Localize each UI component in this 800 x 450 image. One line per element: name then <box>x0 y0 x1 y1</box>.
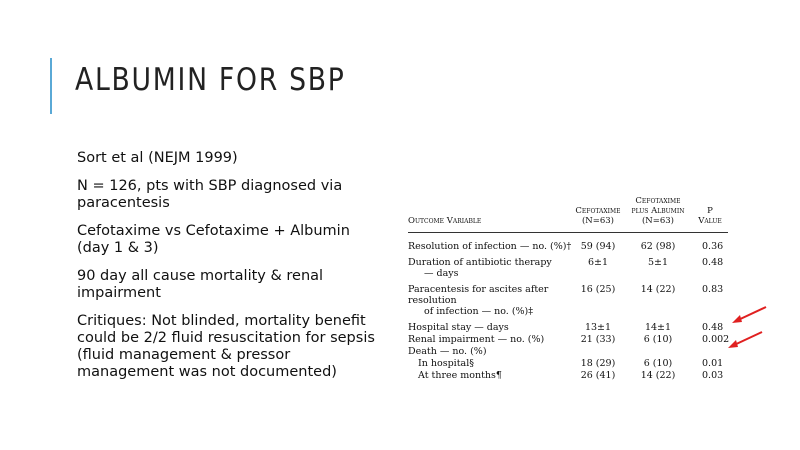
table-row <box>408 346 728 357</box>
row-combo: 6 (10) <box>643 334 673 345</box>
row-cefotaxime: 13±1 <box>584 322 612 333</box>
table-row <box>408 358 728 369</box>
bullet-list <box>77 150 377 392</box>
table-row <box>408 370 728 381</box>
header-p <box>698 206 722 226</box>
header-cefotaxime-label: Cefotaxime <box>575 206 621 216</box>
row-p: 0.002 <box>702 334 730 345</box>
bullet-item: Critiques: Not blinded, mortality benefit could be 2/2 fluid resuscitation for sepsis (fluid management & pressor management was not documented) <box>77 313 375 380</box>
table-header <box>408 192 728 226</box>
row-label: Resolution of infection — no. (%)† <box>408 241 572 252</box>
row-p: 0.83 <box>702 284 724 295</box>
row-combo: 62 (98) <box>640 241 676 252</box>
row-label: Renal impairment — no. (%) <box>408 334 545 345</box>
header-p-line1: P <box>707 206 713 216</box>
header-cefotaxime <box>574 206 622 226</box>
title-accent-bar <box>50 58 52 114</box>
row-label: At three months¶ <box>418 370 502 381</box>
row-label-line1: Duration of antibiotic therapy <box>408 257 552 268</box>
row-label: Death — no. (%) <box>408 346 487 357</box>
row-combo: 6 (10) <box>643 358 673 369</box>
row-p: 0.48 <box>702 322 724 333</box>
row-cefotaxime: 21 (33) <box>580 334 616 345</box>
bullet-item: Cefotaxime vs Cefotaxime + Albumin (day 1 & 3) <box>77 223 350 256</box>
row-label <box>408 284 576 317</box>
row-label-line1: Paracentesis for ascites after resolution <box>408 284 549 306</box>
row-combo: 14±1 <box>644 322 672 333</box>
bullet-item: 90 day all cause mortality & renal impairment <box>77 268 324 301</box>
row-label-line2: — days <box>424 268 459 279</box>
red-arrow-icon <box>728 303 770 327</box>
header-p-line2: Value <box>698 216 722 226</box>
row-cefotaxime: 26 (41) <box>580 370 616 381</box>
table-row <box>408 241 728 252</box>
header-combo-line1: Cefotaxime <box>635 196 681 206</box>
results-table <box>408 192 728 381</box>
header-rule <box>408 232 728 233</box>
bullet-item: Sort et al (NEJM 1999) <box>77 150 238 166</box>
red-arrow-icon <box>724 328 766 352</box>
row-label <box>408 257 576 279</box>
table-row <box>408 322 728 333</box>
table-row <box>408 334 728 345</box>
row-combo: 14 (22) <box>640 284 676 295</box>
slide-title: ALBUMIN FOR SBP <box>75 62 346 98</box>
row-p: 0.01 <box>702 358 724 369</box>
row-cefotaxime: 16 (25) <box>580 284 616 295</box>
row-p: 0.48 <box>702 257 724 268</box>
header-combo-n: (N=63) <box>641 216 674 226</box>
row-p: 0.36 <box>702 241 724 252</box>
row-label: Hospital stay — days <box>408 322 509 333</box>
header-cefotaxime-n: (N=63) <box>581 216 614 226</box>
header-combo <box>628 196 688 226</box>
row-label-line2: of infection — no. (%)‡ <box>424 306 534 317</box>
row-cefotaxime: 18 (29) <box>580 358 616 369</box>
header-combo-line2: plus Albumin <box>631 206 685 216</box>
row-cefotaxime: 6±1 <box>587 257 609 268</box>
row-p: 0.03 <box>702 370 724 381</box>
header-outcome: Outcome Variable <box>408 216 482 226</box>
row-combo: 14 (22) <box>640 370 676 381</box>
row-label: In hospital§ <box>418 358 474 369</box>
bullet-item: N = 126, pts with SBP diagnosed via paracentesis <box>77 178 343 211</box>
table-row <box>408 284 728 317</box>
row-combo: 5±1 <box>647 257 669 268</box>
table-row <box>408 257 728 279</box>
row-cefotaxime: 59 (94) <box>580 241 616 252</box>
